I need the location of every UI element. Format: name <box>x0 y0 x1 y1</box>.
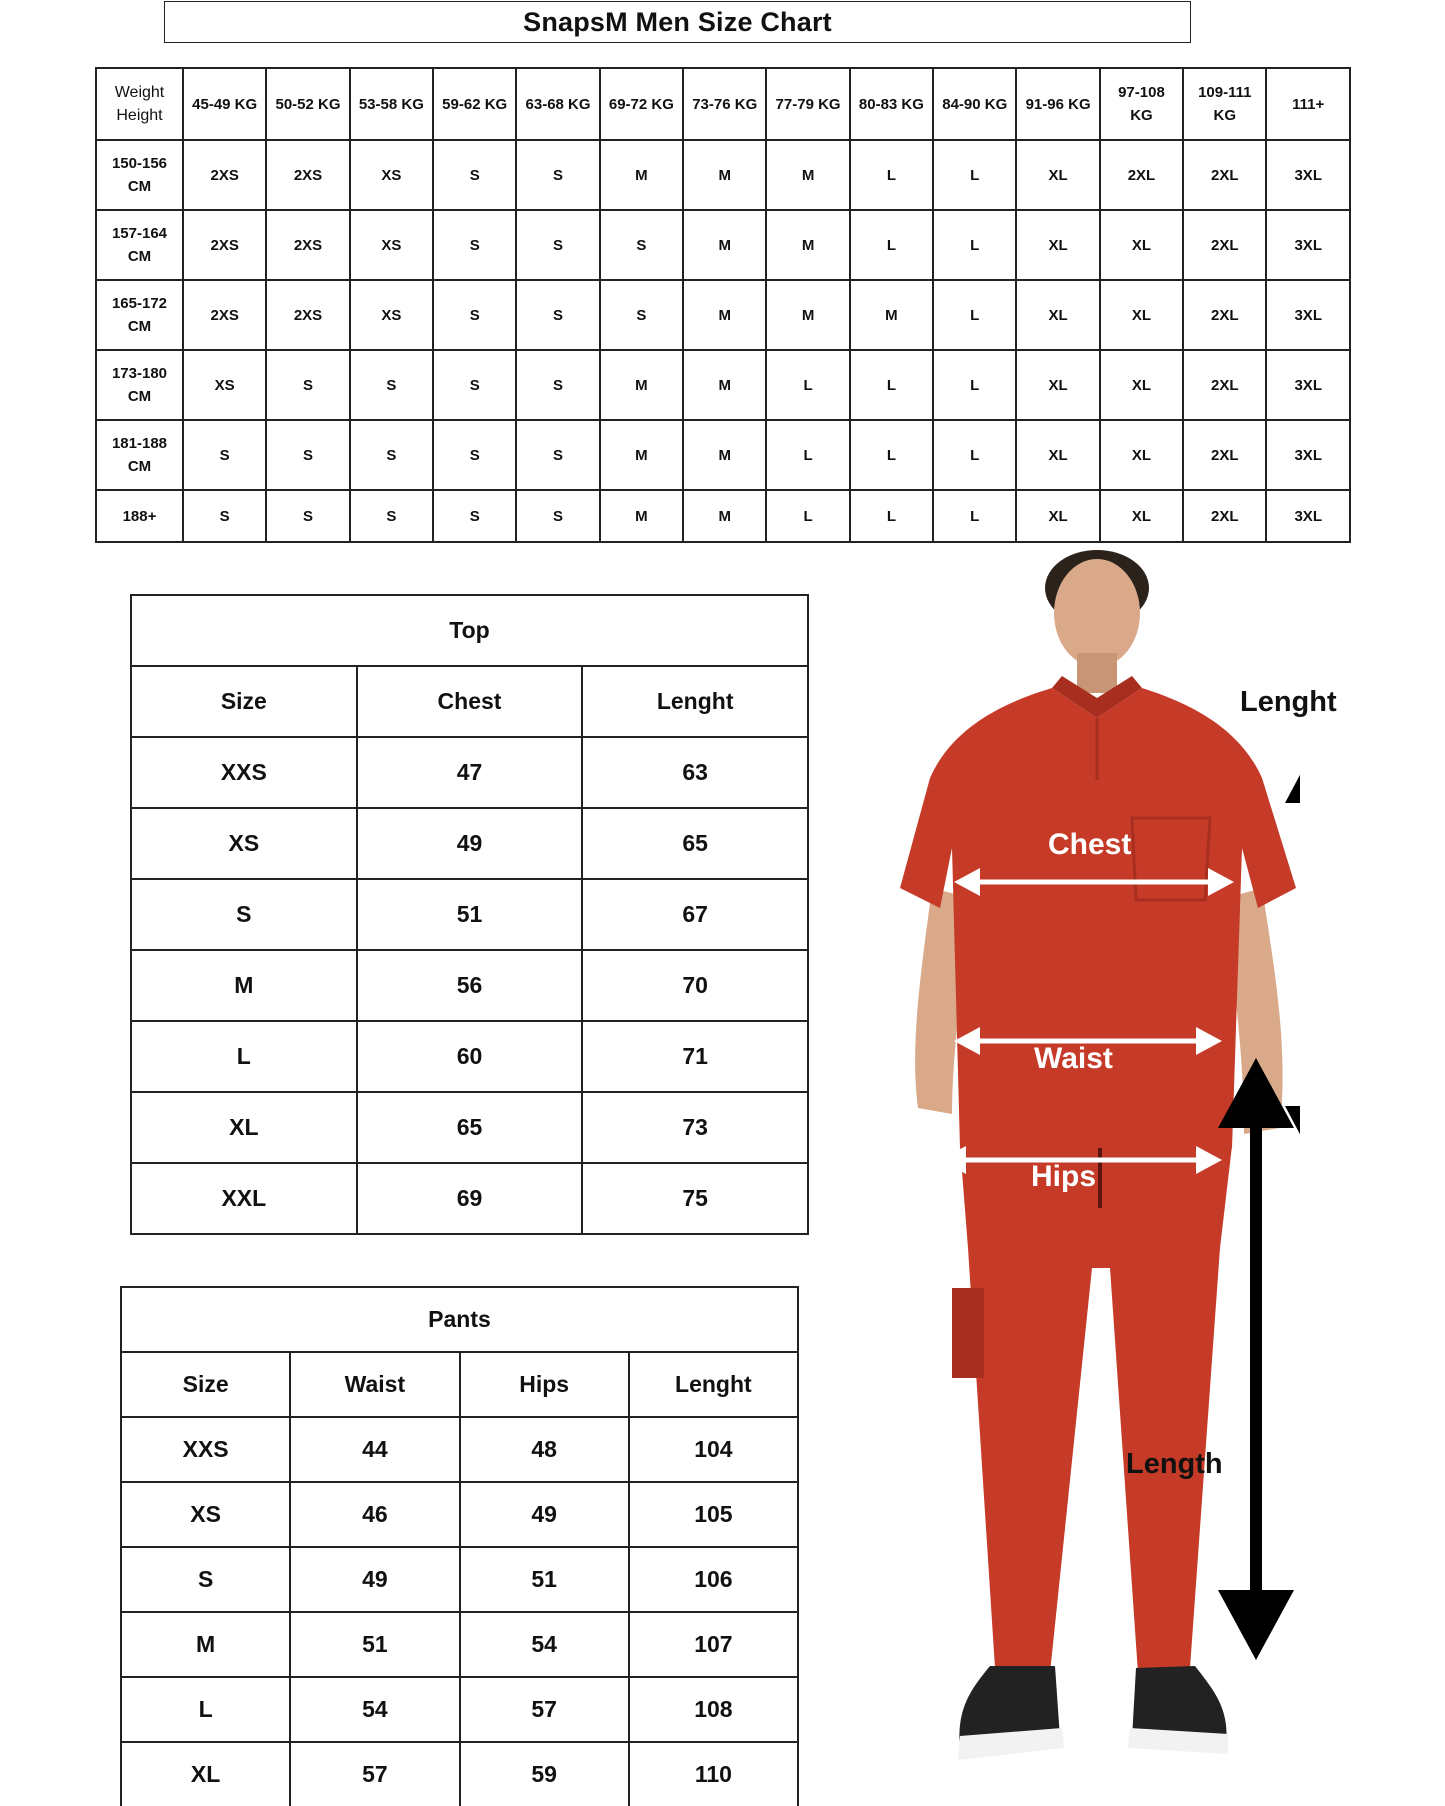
grid-weight-header-line: 73-76 KG <box>692 95 758 113</box>
grid-size-cell: M <box>600 140 683 210</box>
top-table-cell: S <box>131 879 357 950</box>
top-table-cell: 63 <box>582 737 808 808</box>
pants-table-cell: 59 <box>460 1742 629 1806</box>
grid-size-cell: 2XL <box>1100 140 1183 210</box>
grid-size-cell: L <box>850 350 933 420</box>
grid-height-header-line: 188+ <box>122 507 157 525</box>
pants-table-cell: 105 <box>629 1482 798 1547</box>
top-table-cell: 67 <box>582 879 808 950</box>
grid-size-cell: 3XL <box>1266 140 1350 210</box>
grid-weight-header <box>183 68 266 140</box>
grid-weight-header-line: 45-49 KG <box>192 95 258 113</box>
grid-size-cell: XL <box>1100 210 1183 280</box>
grid-corner-cell <box>96 68 183 140</box>
grid-size-cell: S <box>350 420 433 490</box>
top-table-cell: 70 <box>582 950 808 1021</box>
pants-table-cell: 107 <box>629 1612 798 1677</box>
grid-weight-header <box>516 68 599 140</box>
grid-size-cell: XL <box>1016 210 1099 280</box>
grid-size-cell: S <box>266 420 349 490</box>
grid-size-cell: 2XS <box>183 280 266 350</box>
pants-table-cell: 54 <box>290 1677 459 1742</box>
grid-weight-header-line: 69-72 KG <box>608 95 674 113</box>
grid-row <box>96 490 1350 542</box>
grid-weight-header-line: KG <box>1213 107 1237 124</box>
pants-table-cell: 54 <box>460 1612 629 1677</box>
pants-table-cell: 104 <box>629 1417 798 1482</box>
grid-size-cell: L <box>933 140 1016 210</box>
pants-table-cell: 49 <box>460 1482 629 1547</box>
grid-weight-header <box>600 68 683 140</box>
grid-size-cell: S <box>516 140 599 210</box>
grid-size-cell: S <box>433 210 516 280</box>
top-table-cell: 75 <box>582 1163 808 1234</box>
top-table-row <box>131 737 808 808</box>
grid-size-cell: L <box>850 210 933 280</box>
grid-size-cell: XL <box>1016 420 1099 490</box>
grid-size-cell: XL <box>1016 490 1099 542</box>
grid-height-header <box>96 280 183 350</box>
grid-size-cell: S <box>183 490 266 542</box>
grid-weight-header <box>683 68 766 140</box>
pants-table-row <box>121 1417 798 1482</box>
pants-column-header: Size <box>121 1352 290 1417</box>
pants-column-header: Hips <box>460 1352 629 1417</box>
grid-size-cell: M <box>683 210 766 280</box>
grid-size-cell: M <box>850 280 933 350</box>
top-table-cell: 65 <box>357 1092 583 1163</box>
grid-size-cell: XL <box>1100 280 1183 350</box>
grid-weight-header <box>1100 68 1183 140</box>
hips-arrow-left-head <box>940 1146 966 1174</box>
grid-size-cell: S <box>433 280 516 350</box>
grid-height-header <box>96 140 183 210</box>
grid-size-cell: M <box>683 280 766 350</box>
pants-shape <box>960 1146 1232 1673</box>
head-shape <box>1054 559 1140 667</box>
top-table-cell: 71 <box>582 1021 808 1092</box>
grid-weight-header <box>1016 68 1099 140</box>
grid-size-cell: L <box>766 350 849 420</box>
pants-table-row <box>121 1612 798 1677</box>
top-table-cell: 51 <box>357 879 583 950</box>
grid-size-cell: M <box>600 350 683 420</box>
grid-size-cell: XL <box>1016 140 1099 210</box>
grid-size-cell: S <box>600 210 683 280</box>
grid-height-header-line: 150-156 <box>111 155 168 172</box>
grid-size-cell: M <box>683 140 766 210</box>
grid-height-header-line: 157-164 <box>111 225 168 242</box>
grid-size-cell: M <box>683 490 766 542</box>
grid-row <box>96 210 1350 280</box>
pants-table-cell: XL <box>121 1742 290 1806</box>
grid-size-cell: S <box>516 420 599 490</box>
grid-weight-header <box>266 68 349 140</box>
grid-row <box>96 420 1350 490</box>
chest-label: Chest <box>1048 828 1132 861</box>
pants-table-title: Pants <box>121 1287 798 1352</box>
grid-size-cell: 2XL <box>1183 490 1266 542</box>
grid-size-cell: S <box>433 350 516 420</box>
grid-size-cell: XL <box>1100 420 1183 490</box>
grid-weight-header-line: 109-111 <box>1198 84 1252 101</box>
grid-weight-header-line: 77-79 KG <box>775 95 841 113</box>
pants-table-cell: 48 <box>460 1417 629 1482</box>
grid-size-cell: 3XL <box>1266 210 1350 280</box>
grid-size-cell: L <box>850 140 933 210</box>
grid-size-cell: 3XL <box>1266 420 1350 490</box>
pants-table-cell: XS <box>121 1482 290 1547</box>
grid-size-cell: S <box>183 420 266 490</box>
grid-height-header-line: 165-172 <box>111 295 168 312</box>
top-table-cell: 56 <box>357 950 583 1021</box>
grid-weight-header <box>850 68 933 140</box>
grid-height-header-line: CM <box>127 248 152 265</box>
grid-corner-weight-label: Weight <box>114 84 165 101</box>
neck-shape <box>1077 653 1117 693</box>
grid-row <box>96 350 1350 420</box>
grid-size-cell: L <box>933 280 1016 350</box>
pants-table-cell: S <box>121 1547 290 1612</box>
grid-size-cell: 2XL <box>1183 350 1266 420</box>
top-table-row <box>131 879 808 950</box>
grid-weight-header-line: KG <box>1130 107 1153 124</box>
grid-size-cell: S <box>350 490 433 542</box>
grid-size-cell: M <box>766 140 849 210</box>
grid-size-cell: S <box>350 350 433 420</box>
pants-table-row <box>121 1742 798 1806</box>
grid-size-cell: 2XS <box>183 210 266 280</box>
grid-size-cell: M <box>766 210 849 280</box>
grid-size-cell: L <box>850 490 933 542</box>
top-measurements-table <box>130 594 809 1235</box>
pants-table-row <box>121 1677 798 1742</box>
grid-size-cell: 3XL <box>1266 280 1350 350</box>
pants-table-cell: 44 <box>290 1417 459 1482</box>
top-table-cell: M <box>131 950 357 1021</box>
grid-size-cell: L <box>850 420 933 490</box>
top-column-header: Size <box>131 666 357 737</box>
pants-length-label: Length <box>1126 1448 1223 1480</box>
grid-height-header <box>96 350 183 420</box>
grid-height-header-line: CM <box>127 388 152 405</box>
grid-size-cell: S <box>433 420 516 490</box>
grid-height-header <box>96 210 183 280</box>
grid-weight-header-line: 80-83 KG <box>858 95 924 113</box>
grid-size-cell: XL <box>1016 350 1099 420</box>
grid-size-cell: 2XL <box>1183 280 1266 350</box>
grid-weight-header <box>1183 68 1266 140</box>
grid-size-cell: 2XS <box>266 280 349 350</box>
grid-size-cell: 2XL <box>1183 210 1266 280</box>
hips-label: Hips <box>1031 1160 1097 1193</box>
grid-size-cell: L <box>933 350 1016 420</box>
top-table-cell: 65 <box>582 808 808 879</box>
grid-size-cell: XS <box>350 140 433 210</box>
grid-weight-header-line: 50-52 KG <box>275 95 341 113</box>
grid-size-cell: XS <box>350 280 433 350</box>
grid-size-cell: M <box>766 280 849 350</box>
top-table-cell: L <box>131 1021 357 1092</box>
grid-size-cell: XL <box>1100 490 1183 542</box>
pants-table-cell: M <box>121 1612 290 1677</box>
top-length-arrow-up-head <box>1285 756 1300 803</box>
grid-size-cell: XS <box>350 210 433 280</box>
grid-size-cell: L <box>766 490 849 542</box>
pants-table-row <box>121 1482 798 1547</box>
pants-column-header: Lenght <box>629 1352 798 1417</box>
grid-weight-header <box>433 68 516 140</box>
top-table-cell: XXS <box>131 737 357 808</box>
grid-size-cell: S <box>516 490 599 542</box>
top-table-row <box>131 1021 808 1092</box>
grid-size-cell: XS <box>183 350 266 420</box>
top-table-cell: XL <box>131 1092 357 1163</box>
pants-table-cell: 46 <box>290 1482 459 1547</box>
pants-length-arrow-down-head <box>1218 1590 1294 1660</box>
pants-column-header: Waist <box>290 1352 459 1417</box>
grid-height-header-line: 173-180 <box>111 365 168 382</box>
grid-size-cell: L <box>933 490 1016 542</box>
grid-size-cell: 2XS <box>266 210 349 280</box>
grid-size-cell: L <box>933 420 1016 490</box>
pants-measurements-table <box>120 1286 799 1806</box>
grid-height-header-line: 181-188 <box>111 435 168 452</box>
grid-size-cell: 3XL <box>1266 490 1350 542</box>
grid-weight-header <box>350 68 433 140</box>
grid-weight-header-line: 59-62 KG <box>442 95 508 113</box>
grid-size-cell: M <box>600 490 683 542</box>
top-table-cell: XS <box>131 808 357 879</box>
grid-size-cell: M <box>683 420 766 490</box>
pants-table-cell: 110 <box>629 1742 798 1806</box>
grid-weight-header <box>766 68 849 140</box>
grid-size-cell: M <box>683 350 766 420</box>
top-table-cell: 73 <box>582 1092 808 1163</box>
weight-height-size-grid <box>95 67 1351 543</box>
pants-cargo-pocket-shape <box>952 1288 984 1378</box>
pants-table-row <box>121 1547 798 1612</box>
grid-size-cell: S <box>516 350 599 420</box>
grid-size-cell: XL <box>1100 350 1183 420</box>
grid-size-cell: S <box>516 280 599 350</box>
grid-height-header-line: CM <box>127 178 152 195</box>
pants-table-cell: XXS <box>121 1417 290 1482</box>
grid-height-header-line: CM <box>127 458 152 475</box>
top-table-row <box>131 950 808 1021</box>
top-length-arrow-down-head <box>1285 1106 1300 1153</box>
pants-table-cell: 106 <box>629 1547 798 1612</box>
grid-size-cell: S <box>266 490 349 542</box>
top-column-header: Lenght <box>582 666 808 737</box>
grid-size-cell: 2XS <box>266 140 349 210</box>
top-table-cell: 60 <box>357 1021 583 1092</box>
page-title: SnapsM Men Size Chart <box>164 1 1191 43</box>
grid-size-cell: S <box>600 280 683 350</box>
pants-table-cell: L <box>121 1677 290 1742</box>
grid-height-header-line: CM <box>127 318 152 335</box>
grid-height-header <box>96 420 183 490</box>
grid-size-cell: 2XS <box>183 140 266 210</box>
grid-weight-header <box>1266 68 1350 140</box>
top-table-row <box>131 1163 808 1234</box>
top-table-row <box>131 808 808 879</box>
grid-weight-header-line: 97-108 <box>1118 84 1165 101</box>
grid-size-cell: 2XL <box>1183 420 1266 490</box>
grid-size-cell: 2XL <box>1183 140 1266 210</box>
grid-weight-header-line: 53-58 KG <box>358 95 424 113</box>
grid-row <box>96 280 1350 350</box>
grid-size-cell: L <box>766 420 849 490</box>
grid-size-cell: S <box>433 140 516 210</box>
top-table-cell: 47 <box>357 737 583 808</box>
top-table-title: Top <box>131 595 808 666</box>
grid-size-cell: 3XL <box>1266 350 1350 420</box>
grid-weight-header-line: 111+ <box>1292 95 1325 113</box>
grid-size-cell: L <box>933 210 1016 280</box>
grid-row <box>96 140 1350 210</box>
pants-table-cell: 51 <box>460 1547 629 1612</box>
waist-label: Waist <box>1034 1042 1113 1075</box>
grid-size-cell: S <box>266 350 349 420</box>
grid-weight-header <box>933 68 1016 140</box>
grid-weight-header-line: 91-96 KG <box>1025 95 1091 113</box>
pants-table-cell: 57 <box>460 1677 629 1742</box>
top-table-cell: XXL <box>131 1163 357 1234</box>
grid-height-header <box>96 490 183 542</box>
grid-weight-header-line: 84-90 KG <box>942 95 1008 113</box>
top-length-label: Lenght <box>1240 686 1337 718</box>
pants-table-cell: 108 <box>629 1677 798 1742</box>
grid-size-cell: S <box>516 210 599 280</box>
pants-table-cell: 51 <box>290 1612 459 1677</box>
grid-weight-header-line: 63-68 KG <box>525 95 591 113</box>
top-table-cell: 49 <box>357 808 583 879</box>
top-table-cell: 69 <box>357 1163 583 1234</box>
pants-table-cell: 49 <box>290 1547 459 1612</box>
grid-size-cell: S <box>433 490 516 542</box>
grid-size-cell: XL <box>1016 280 1099 350</box>
grid-size-cell: M <box>600 420 683 490</box>
top-table-row <box>131 1092 808 1163</box>
grid-corner-height-label: Height <box>116 107 163 124</box>
model-figure <box>860 548 1337 1778</box>
top-column-header: Chest <box>357 666 583 737</box>
pants-table-cell: 57 <box>290 1742 459 1806</box>
